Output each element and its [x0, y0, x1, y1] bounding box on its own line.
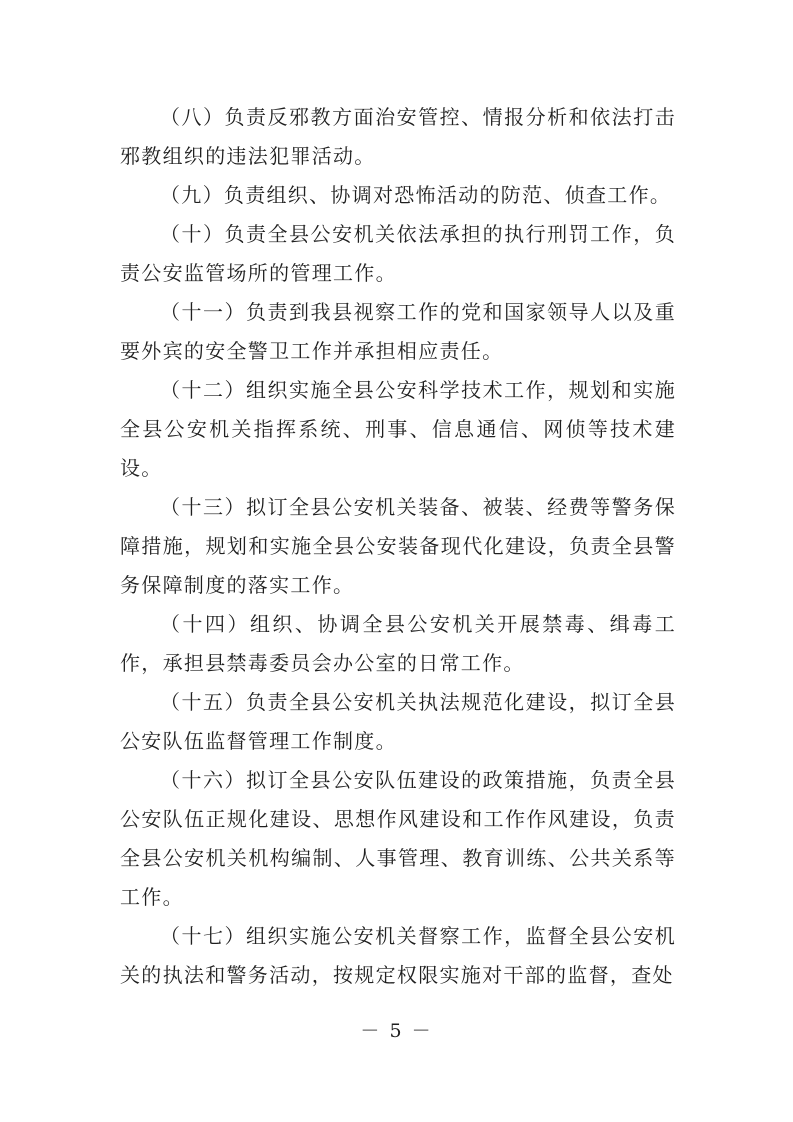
- paragraph: （十一）负责到我县视察工作的党和国家领导人以及重要外宾的安全警卫工作并承担相应责任。: [120, 300, 676, 363]
- paragraph: （十）负责全县公安机关依法承担的执行刑罚工作，负责公安监管场所的管理工作。: [120, 222, 676, 285]
- paragraph: （十四）组织、协调全县公安机关开展禁毒、缉毒工作，承担县禁毒委员会办公室的日常工作。: [120, 612, 676, 675]
- paragraph: （十五）负责全县公安机关执法规范化建设，拟订全县公安队伍监督管理工作制度。: [120, 690, 676, 753]
- body-text: [120, 98, 676, 995]
- page-number: － 5 －: [360, 1020, 433, 1042]
- paragraph: （十七）组织实施公安机关督察工作，监督全县公安机关的执法和警务活动，按规定权限实施对干部的监督，查处: [120, 924, 676, 987]
- paragraph: （十六）拟订全县公安队伍建设的政策措施，负责全县公安队伍正规化建设、思想作风建设和工作作风建设，负责全县公安机关机构编制、人事管理、教育训练、公共关系等工作。: [120, 768, 676, 909]
- paragraph: （十三）拟订全县公安机关装备、被装、经费等警务保障措施，规划和实施全县公安装备现代化建设，负责全县警务保障制度的落实工作。: [120, 495, 676, 597]
- paragraph: （十二）组织实施全县公安科学技术工作，规划和实施全县公安机关指挥系统、刑事、信息通信、网侦等技术建设。: [120, 378, 676, 480]
- paragraph: （九）负责组织、协调对恐怖活动的防范、侦查工作。: [160, 183, 672, 207]
- paragraph: （八）负责反邪教方面治安管控、情报分析和依法打击邪教组织的违法犯罪活动。: [120, 105, 676, 168]
